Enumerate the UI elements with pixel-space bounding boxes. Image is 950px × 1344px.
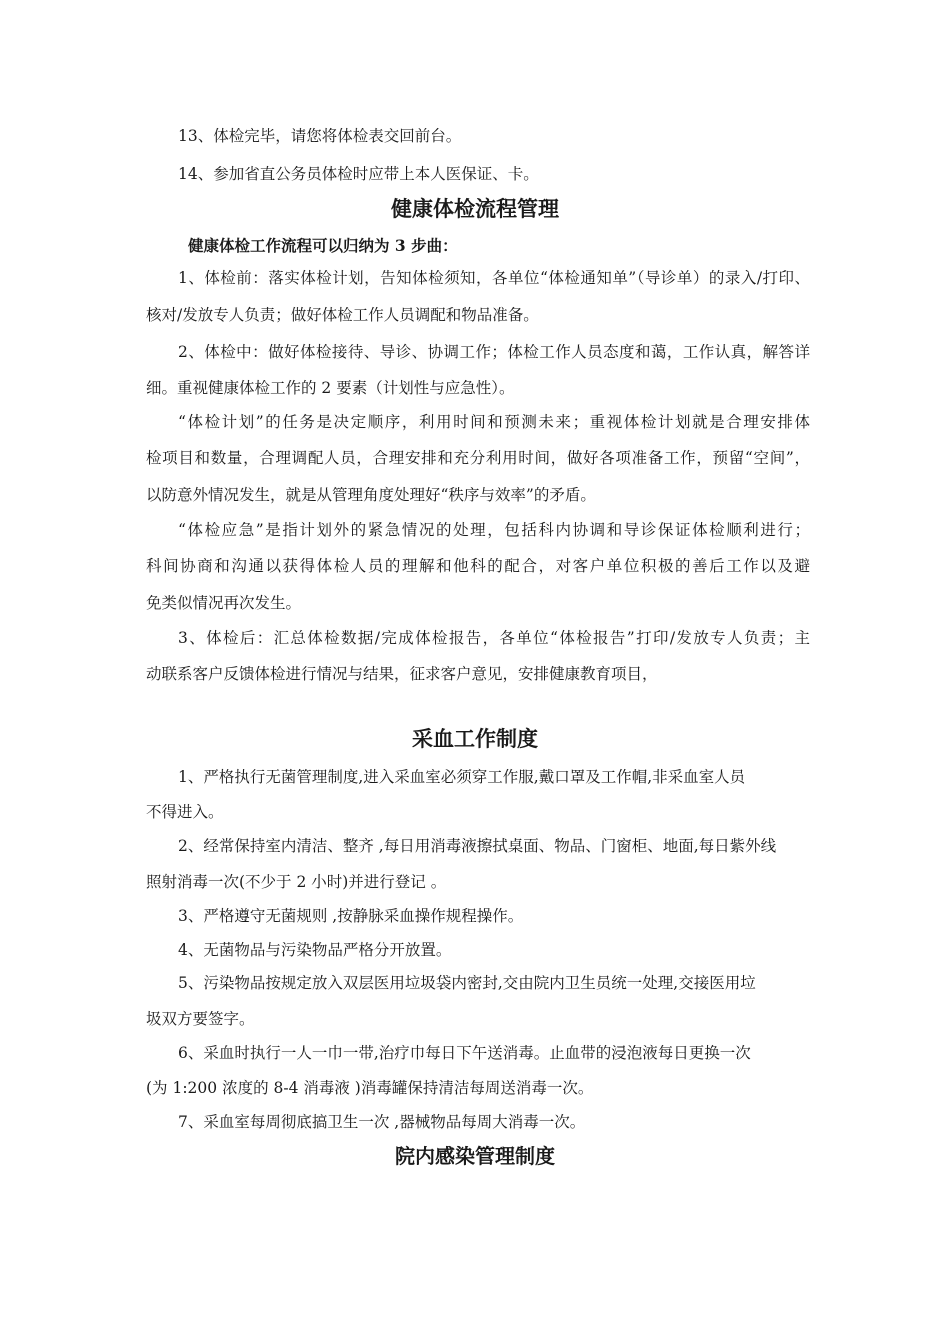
paragraph-line: 检项目和数量，合理调配人员，合理安排和充分利用时间，做好各项准备工作，预留“空间”， xyxy=(146,449,810,467)
section-title-health-checkup: 健康体检流程管理 xyxy=(391,196,559,221)
paragraph-line: 以防意外情况发生，就是从管理角度处理好“秩序与效率”的矛盾。 xyxy=(146,486,596,504)
paragraph-line: 核对/发放专人负责；做好体检工作人员调配和物品准备。 xyxy=(146,306,539,324)
paragraph-line: 5、污染物品按规定放入双层医用垃圾袋内密封,交由院内卫生员统一处理,交接医用垃 xyxy=(178,974,756,992)
paragraph-line: 3、体检后：汇总体检数据/完成体检报告，各单位“体检报告”打印/发放专人负责；主 xyxy=(178,629,810,647)
paragraph-line: “体检计划”的任务是决定顺序，利用时间和预测未来；重视体检计划就是合理安排体 xyxy=(178,413,810,431)
paragraph-line: 免类似情况再次发生。 xyxy=(146,594,302,612)
paragraph-line: 1、严格执行无菌管理制度,进入采血室必须穿工作服,戴口罩及工作帽,非采血室人员 xyxy=(178,768,746,786)
paragraph-line: 2、体检中：做好体检接待、导诊、协调工作；体检工作人员态度和蔼，工作认真，解答详 xyxy=(178,343,810,361)
paragraph-line: 科间协商和沟通以获得体检人员的理解和他科的配合，对客户单位积极的善后工作以及避 xyxy=(146,557,810,575)
paragraph-line: 动联系客户反馈体检进行情况与结果，征求客户意见，安排健康教育项目， xyxy=(146,665,658,683)
paragraph-line: 4、无菌物品与污染物品严格分开放置。 xyxy=(178,941,452,959)
paragraph-line: 1、体检前：落实体检计划，告知体检须知，各单位“体检通知单”（导诊单）的录入/打印、 xyxy=(178,269,810,287)
paragraph-line: 照射消毒一次(不少于 2 小时)并进行登记 。 xyxy=(146,873,447,891)
section-title-infection-control: 院内感染管理制度 xyxy=(395,1144,555,1168)
paragraph-line: (为 1:200 浓度的 8-4 消毒液 )消毒罐保持清洁每周送消毒一次。 xyxy=(146,1079,594,1097)
paragraph-item-13: 13、体检完毕，请您将体检表交回前台。 xyxy=(178,127,462,145)
paragraph-line: 细。重视健康体检工作的 2 要素（计划性与应急性）。 xyxy=(146,379,515,397)
section-title-blood-collection: 采血工作制度 xyxy=(412,726,538,751)
paragraph-item-14: 14、参加省直公务员体检时应带上本人医保证、卡。 xyxy=(178,165,539,183)
paragraph-line: 2、经常保持室内清洁、整齐 ,每日用消毒液擦拭桌面、物品、门窗柜、地面,每日紫外线 xyxy=(178,837,777,855)
section-subtitle: 健康体检工作流程可以归纳为 3 步曲： xyxy=(188,236,458,255)
paragraph-line: 不得进入。 xyxy=(146,803,224,821)
paragraph-line: 7、采血室每周彻底搞卫生一次 ,器械物品每周大消毒一次。 xyxy=(178,1113,586,1131)
paragraph-line: 6、采血时执行一人一巾一带,治疗巾每日下午送消毒。止血带的浸泡液每日更换一次 xyxy=(178,1044,751,1062)
paragraph-line: 3、严格遵守无菌规则 ,按静脉采血操作规程操作。 xyxy=(178,907,524,925)
paragraph-line: “体检应急”是指计划外的紧急情况的处理，包括科内协调和导诊保证体检顺利进行； xyxy=(178,521,810,539)
paragraph-line: 圾双方要签字。 xyxy=(146,1010,255,1028)
